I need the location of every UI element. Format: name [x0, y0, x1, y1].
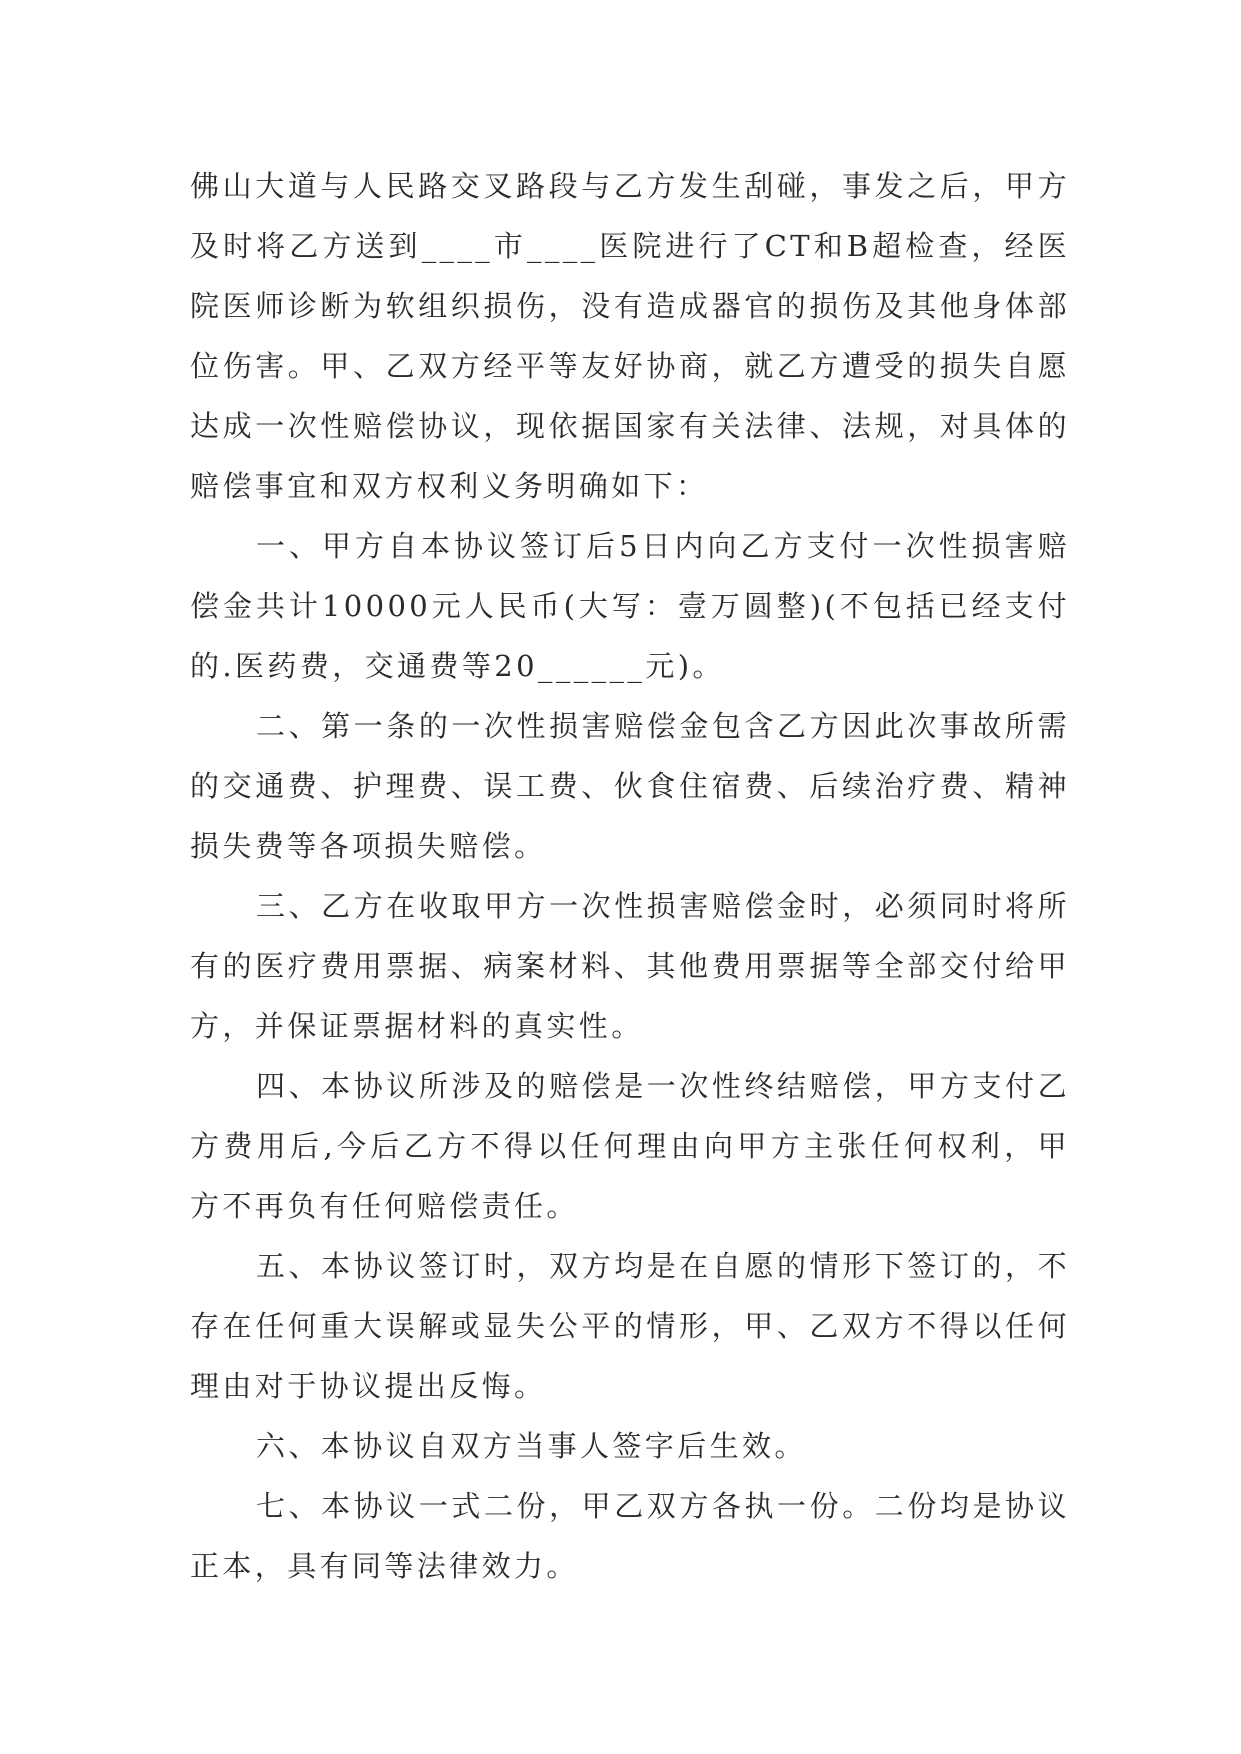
paragraph-intro: 佛山大道与人民路交叉路段与乙方发生刮碰，事发之后，甲方及时将乙方送到____市____医院进行了CT和B超检查，经医院医师诊断为软组织损伤，没有造成器官的损伤及其他身体部位伤害。甲、乙双方经平等友好协商，就乙方遭受的损失自愿达成一次性赔偿协议，现依据国家有关法律、法规，对具体的赔偿事宜和双方权利义务明确如下： — [190, 169, 1070, 503]
paragraph-clause-1: 一、甲方自本协议签订后5日内向乙方支付一次性损害赔偿金共计10000元人民币(大写：壹万圆整)(不包括已经支付的.医药费，交通费等20______元)。 — [190, 529, 1070, 683]
paragraph-clause-3: 三、乙方在收取甲方一次性损害赔偿金时，必须同时将所有的医疗费用票据、病案材料、其他费用票据等全部交付给甲方，并保证票据材料的真实性。 — [190, 889, 1070, 1043]
paragraph-clause-4: 四、本协议所涉及的赔偿是一次性终结赔偿，甲方支付乙方费用后,今后乙方不得以任何理由向甲方主张任何权利，甲方不再负有任何赔偿责任。 — [190, 1069, 1070, 1223]
paragraph-clause-7: 七、本协议一式二份，甲乙双方各执一份。二份均是协议正本，具有同等法律效力。 — [190, 1489, 1070, 1583]
paragraph-clause-6: 六、本协议自双方当事人签字后生效。 — [256, 1429, 807, 1463]
document-body — [190, 156, 1070, 1596]
paragraph-clause-2: 二、第一条的一次性损害赔偿金包含乙方因此次事故所需的交通费、护理费、误工费、伙食住宿费、后续治疗费、精神损失费等各项损失赔偿。 — [190, 709, 1070, 863]
paragraph-clause-5: 五、本协议签订时，双方均是在自愿的情形下签订的，不存在任何重大误解或显失公平的情形，甲、乙双方不得以任何理由对于协议提出反悔。 — [190, 1249, 1070, 1403]
